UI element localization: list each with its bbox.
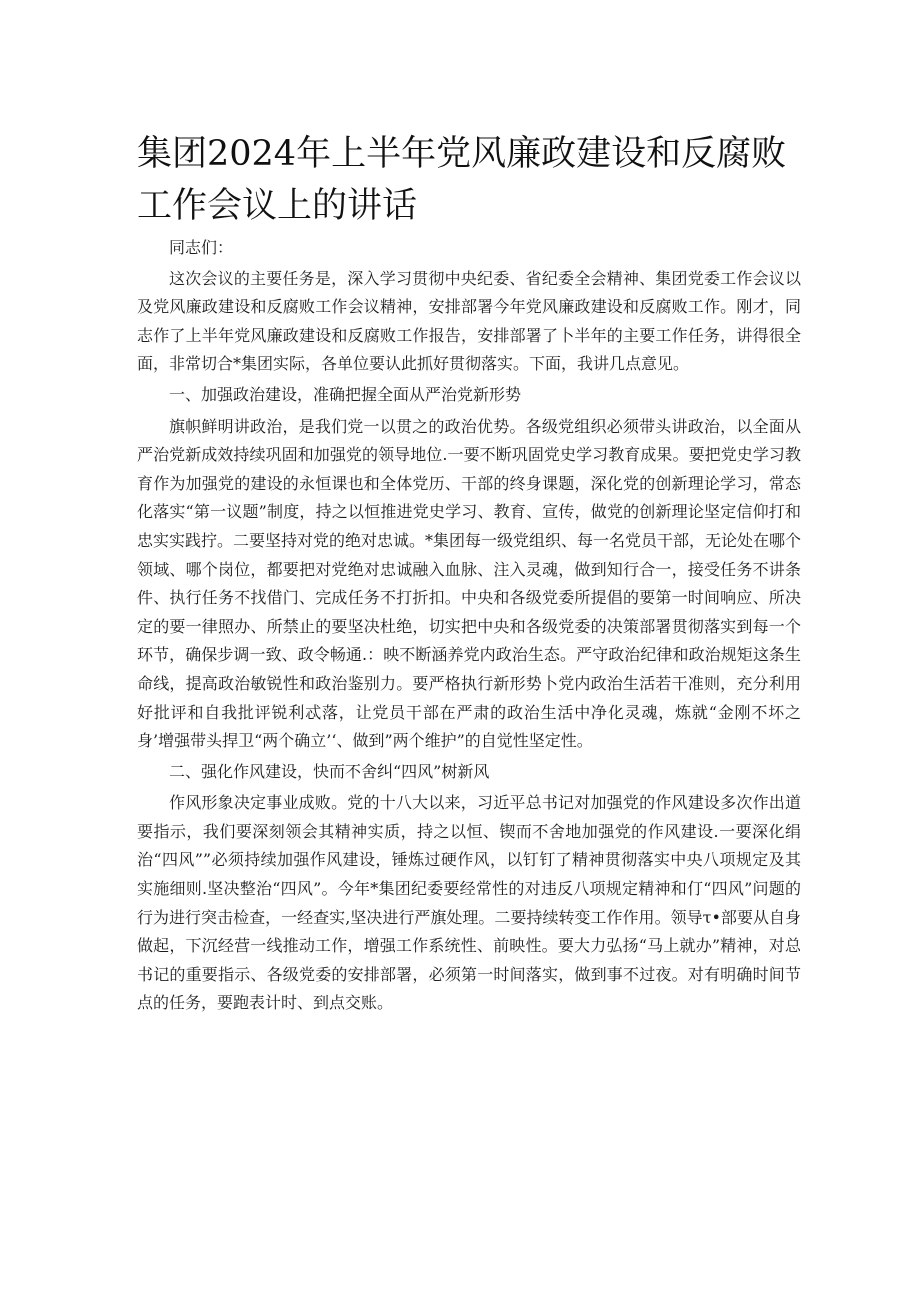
section-1-paragraph: 旗帜鲜明讲政治，是我们党一以贯之的政治优势。各级党组织必须带头讲政治，以全面从严治党新成效持续巩固和加强党的领导地位.一要不断巩固党史学习教育成果。要把党史学习教育作为加强党的建设的永恒课也和全体党历、干部的终身课题，深化党的创新理论学习，常态化落实“第一议题”制度，持之以恒推进党史学习、教育、宣传，做党的创新理论坚定信仰打和忠实实践拧。二要坚持对党的绝对忠诚。*集团每一级党组织、每一名党员干部，无论处在哪个领域、哪个岗位，都要把对党绝对忠诚融入血脉、注入灵魂，做到知行合一，接受任务不讲条件、执行任务不找借门、完成任务不打折扣。中央和各级党委所提倡的要第一时间响应、所决定的要一律照办、所禁止的要坚决杜绝，切实把中央和各级党委的决策部署贯彻落实到每一个环节，确保步调一致、政令畅通.：映不断涵养党内政治生态。严守政治纪律和政治规矩这条生命线，提高政治敏锐性和政治鉴别力。要严格执行新形势卜党内政治生活若干准则，充分利用好批评和自我批评锐利忒落，让党员干部在严肃的政治生活中净化灵魂，炼就“金刚不坏之身’增强带头捍卫“两个确立’‘、做到”两个维护”的自觉性坚定性。	[137, 416, 802, 751]
section-2-heading: 二、强化作风建设，快而不舍纠“四风”树新风	[169, 761, 490, 781]
salutation: 同志们：	[169, 238, 234, 257]
section-2-paragraph: 作风形象决定事业成败。党的十八大以来，习近平总书记对加强党的作风建设多次作出道要指示，我们要深刻领会其精神实质，持之以恒、锲而不舍地加强党的作风建设.一要深化绢治“四风””必须持续加强作风建设，锤炼过硬作风，以钉钉了精神贯彻落实中央八项规定及其实施细则.坚决整治“四风”。今年*集团纪委要经常性的对违反八项规定精神和仃“四风”问题的行为进行突击检查，一经查实,坚决进行严旗处理。二要持续转变工作作用。领导τ•部要从自身做起，下沉经营一线推动工作，增强工作系统性、前映性。要大力弘扬“马上就办”精神，对总书记的重要指示、各级党委的安排部署，必须第一时间落实，做到事不过夜。对有明确时间节点的任务，要跑表计时、到点交账。	[137, 793, 801, 1013]
intro-paragraph: 这次会议的主要任务是，深入学习贯彻中央纪委、省纪委全会精神、集团党委工作会议以及党风廉政建设和反腐败工作会议精神，安排部署今年党风廉政建设和反腐败工作。刚才，同志作了上半年党风廉政建设和反腐败工作报告，安排部署了卜半年的主要工作任务，讲得很全面，非常切合*集团实际，各单位要认此抓好贯彻落实。下面，我讲几点意见。	[137, 268, 801, 374]
document-body	[137, 234, 801, 1020]
document-title: 集团2024年上半年党风廉政建设和反腐败工作会议上的讲话	[137, 134, 787, 226]
section-1-heading: 一、加强政治建设，准确把握全面从严治党新形势	[169, 384, 522, 404]
